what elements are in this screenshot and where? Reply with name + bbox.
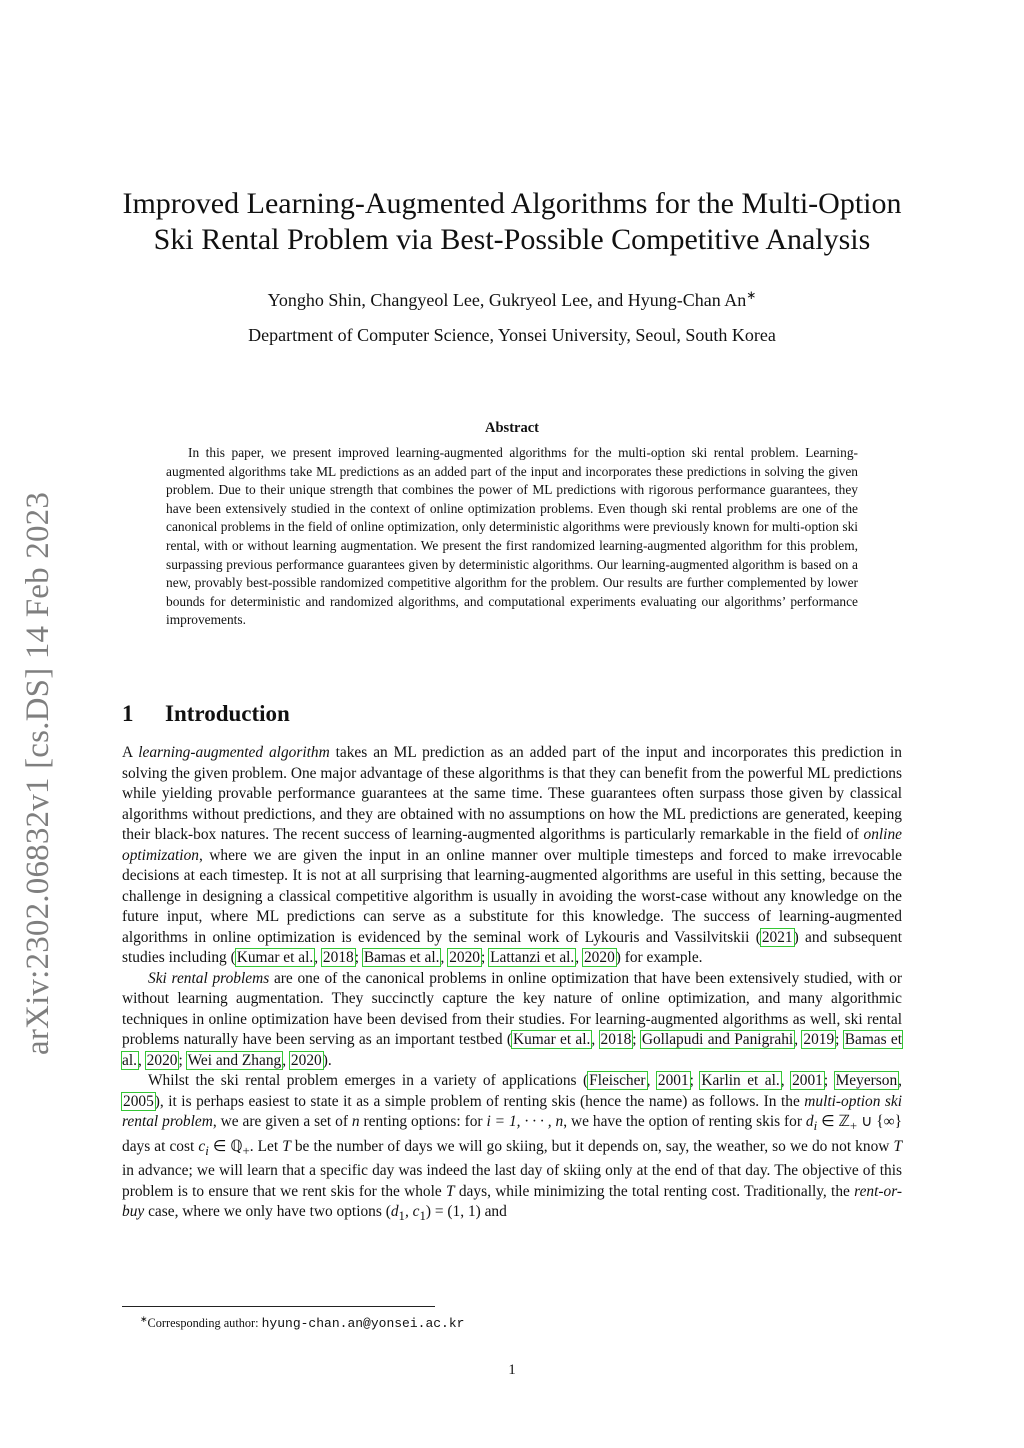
citation-link[interactable]: 2021: [761, 928, 793, 946]
citation-link[interactable]: 2019: [803, 1031, 835, 1048]
math-index-range: i = 1, · · · , n: [486, 1113, 564, 1130]
footnote-divider: [122, 1306, 435, 1307]
corresponding-email-link[interactable]: hyung-chan.an@yonsei.ac.kr: [261, 1316, 465, 1332]
intro-paragraph-2: Ski rental problems are one of the canonical problems in online optimization that have been extensively studied, with or without learning augmentation. They succinctly capture the key nature of online optimization, and many algorithmic techniques in online optimization have been devised from their studies. For learning-augmented algorithms as well, ski rental problems naturally have been serving as an important testbed (Kumar et al., 2018; Gollapudi and Panigrahi, 2019; Bamas et al., 2020; Wei and Zhang, 2020).: [122, 969, 903, 1069]
footnote-corresponding-author: [140, 1311, 840, 1332]
term-rent-or-buy: rent-or-buy: [122, 1182, 903, 1221]
affiliation: Department of Computer Science, Yonsei University, Seoul, South Korea: [248, 325, 776, 345]
term-ski-rental-problems: Ski rental problems: [148, 969, 270, 987]
citation-link[interactable]: 2001: [792, 1072, 823, 1089]
term-learning-augmented-algorithm: learning-augmented algorithm: [138, 744, 330, 761]
footnote-label: Corresponding author:: [147, 1316, 262, 1331]
citation-link[interactable]: 2018: [322, 949, 354, 966]
section-heading-introduction: [122, 700, 822, 728]
author-list: [100, 284, 924, 311]
citation-link[interactable]: Gollapudi and Panigrahi: [641, 1031, 794, 1048]
arxiv-identifier-stamp: arXiv:2302.06832v1 [cs.DS] 14 Feb 2023: [20, 491, 56, 1055]
citation-link[interactable]: Meyerson: [835, 1072, 898, 1089]
intro-paragraph-1: A learning-augmented algorithm takes an ML prediction as an added part of the input and incorporates this prediction in solving the given problem. One major advantage of these algorithms is that they can benefit from the powerful ML predictions while yielding provable performance guarantees at the same time. These guarantees often surpass those given by classical algorithms without predictions, and they are obtained with no assumptions on how the ML predictions are generated, keeping their black-box natures. The recent success of learning-augmented algorithms is particularly remarkable in the field of online optimization, where we are given the input in an online manner over multiple timesteps and forced to make irrevocable decisions at each timestep. It is not at all surprising that learning-augmented algorithms are useful in this setting, because the challenge in designing a classical competitive algorithm is usually in avoiding the worst-case without any knowledge on the future input, where ML predictions can serve as a substitute for this knowledge. The success of learning-augmented algorithms in online optimization is evidenced by the seminal work of Lykouris and Vassilvitskii (2021) and subsequent studies including (Kumar et al., 2018; Bamas et al., 2020; Lattanzi et al., 2020) for example.: [122, 744, 902, 966]
corresponding-author-mark: ∗: [746, 288, 757, 302]
citation-link[interactable]: Fleischer: [589, 1072, 646, 1089]
footnote-mark: ∗: [140, 1314, 148, 1324]
citation-link[interactable]: 2020: [449, 949, 480, 966]
citation-link[interactable]: Lattanzi et al.: [490, 949, 575, 966]
citation-link[interactable]: 2018: [600, 1031, 632, 1048]
citation-link[interactable]: Bamas et al.: [363, 949, 440, 966]
intro-paragraph-3: Whilst the ski rental problem emerges in a variety of applications (Fleischer, 2001; Karlin et al., 2001; Meyerson, 2005), it is perhaps easiest to state it as a simple problem of renting skis (hence the name) as follows. In the multi-option ski rental problem, we are given a set of n renting options: for i = 1, · · · , n, we have the option of renting skis for $d_i$ ∈ ℤ$_+$ ∪ {∞} days at cost $c_i$ ∈ ℚ$_+$. Let T be the number of days we will go skiing, but it depends on, say, the weather, so we do not know T in advance; we will learn that a specific day was indeed the last day of skiing only at the end of that day. The objective of this problem is to ensure that we rent skis for the whole T days, while minimizing the total renting cost. Traditionally, the rent-or-buy case, where we only have two options ($d_1$, $c_1) = (1$, 1) and: [122, 1072, 903, 1224]
title-line-1: Improved Learning-Augmented Algorithms for the Multi-Option: [122, 187, 902, 220]
title-line-2: Ski Rental Problem via Best-Possible Competitive Analysis: [153, 223, 871, 256]
page-number: 1: [508, 1362, 516, 1378]
term-online-optimization: online optimization: [122, 826, 902, 864]
citation-link[interactable]: Wei and Zhang: [187, 1051, 282, 1069]
citation-link[interactable]: 2020: [583, 949, 615, 966]
abstract-text: In this paper, we present improved learning-augmented algorithms for the multi-option ski rental problem. Learning-augmented algorithms take ML predictions as an added part of the input and incorporates these predictions in solving the given problem. Due to their unique strength that combines the power of ML predictions with rigorous performance guarantees, they have been extensively studied in the context of online optimization problems. Even though ski rental problems are one of the canonical problems in the field of online optimization, only deterministic algorithms were previously known for multi-option ski rental, with or without learning augmentation. We present the first randomized learning-augmented algorithm for this problem, surpassing previous performance guarantees given by deterministic algorithms. Our learning-augmented algorithm is based on a new, provably best-possible randomized competitive algorithm for the problem. Our results are further complemented by lower bounds for deterministic and randomized algorithms, and computational experiments evaluating our algorithms’ performance improvements.: [166, 445, 858, 628]
section-number: 1: [122, 701, 134, 726]
citation-link[interactable]: 2001: [657, 1072, 689, 1089]
section-title: Introduction: [165, 701, 290, 726]
citation-link[interactable]: 2020: [290, 1051, 322, 1069]
citation-link[interactable]: 2005: [123, 1092, 154, 1110]
paper-title: [100, 186, 924, 258]
citation-link[interactable]: 2020: [146, 1051, 178, 1069]
abstract-heading: Abstract: [485, 420, 539, 436]
citation-link[interactable]: Kumar et al.: [236, 949, 314, 966]
citation-link[interactable]: Bamas et al.: [122, 1031, 903, 1069]
term-multi-option-ski-rental: multi-option ski rental problem: [122, 1092, 902, 1130]
introduction-body: [122, 743, 902, 1227]
author-names: Yongho Shin, Changyeol Lee, Gukryeol Lee, and Hyung-Chan An: [267, 290, 747, 310]
citation-link[interactable]: Karlin et al.: [701, 1072, 780, 1089]
citation-link[interactable]: Kumar et al.: [512, 1031, 591, 1048]
